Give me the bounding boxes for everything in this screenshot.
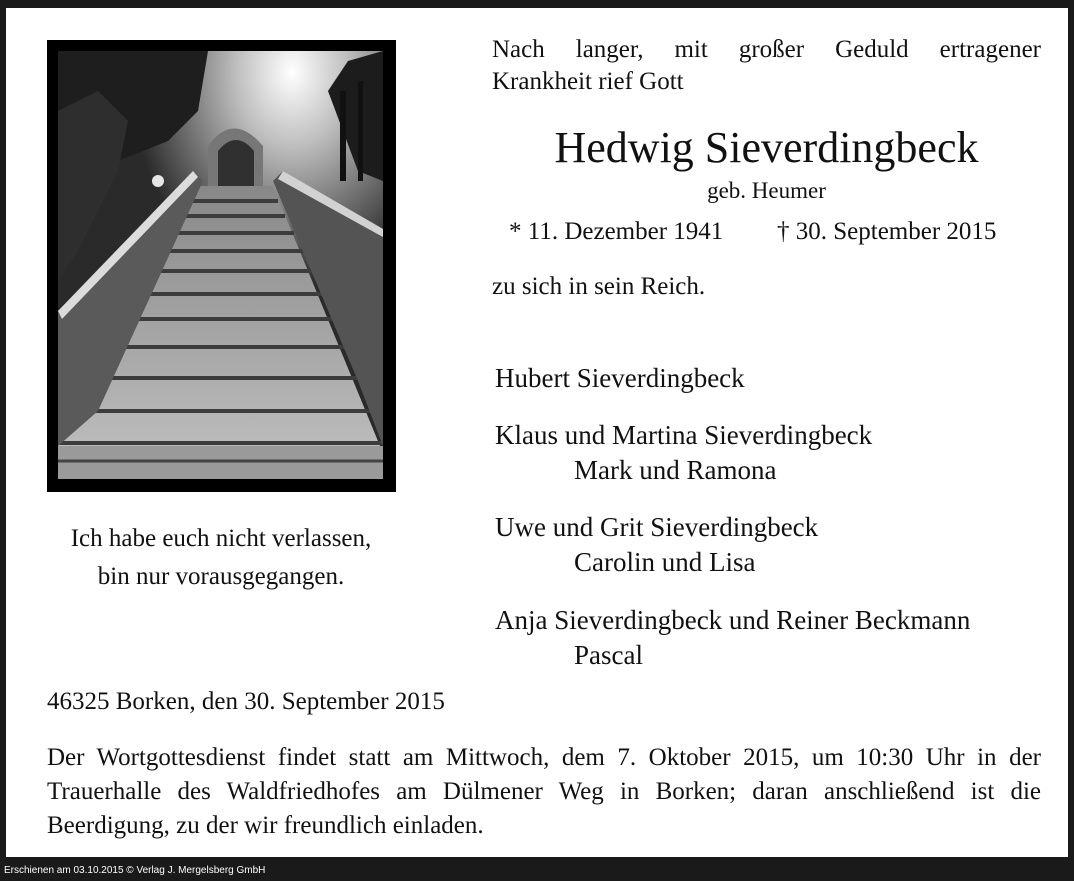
mourner-children: Mark und Ramona [574,455,777,485]
mourner-children: Pascal [574,640,643,670]
intro-line-2: Krankheit rief Gott [492,68,684,95]
stairway-photo-icon [58,51,383,479]
mourner-parents: Klaus und Martina Sieverdingbeck [495,420,873,450]
intro-line-1: Nach langer, mit großer Geduld ertragener [492,36,1041,63]
mourner-parents: Hubert Sieverdingbeck [495,363,745,393]
birth-name: geb. Heumer [707,178,826,203]
birth-date: * 11. Dezember 1941 [509,218,724,245]
intro-text [492,34,1041,98]
mourner-parents: Uwe und Grit Sieverdingbeck [495,512,819,542]
quote-line-2: bin nur vorausgegangen. [97,563,345,590]
memorial-quote [40,520,402,596]
closing-line: zu sich in sein Reich. [492,273,706,300]
death-date: † 30. September 2015 [777,218,997,245]
service-announcement: Der Wortgottesdienst findet statt am Mittwoch, dem 7. Oktober 2015, um 10:30 Uhr in der Trauerhalle des Waldfriedhofes am Dülmener Weg in Borken; daran anschließend ist die Beerdigung, zu der wir freundlich einladen. [47,744,1041,839]
publication-footer: Erschienen am 03.10.2015 © Verlag J. Mergelsberg GmbH [4,865,266,876]
place-and-date: 46325 Borken, den 30. September 2015 [47,688,445,715]
deceased-name: Hedwig Sieverdingbeck [554,123,979,172]
mourner-parents: Anja Sieverdingbeck und Reiner Beckmann [495,605,971,635]
quote-line-1: Ich habe euch nicht verlassen, [70,525,372,552]
mourner-children: Carolin und Lisa [574,547,756,577]
memorial-photo [47,40,396,492]
